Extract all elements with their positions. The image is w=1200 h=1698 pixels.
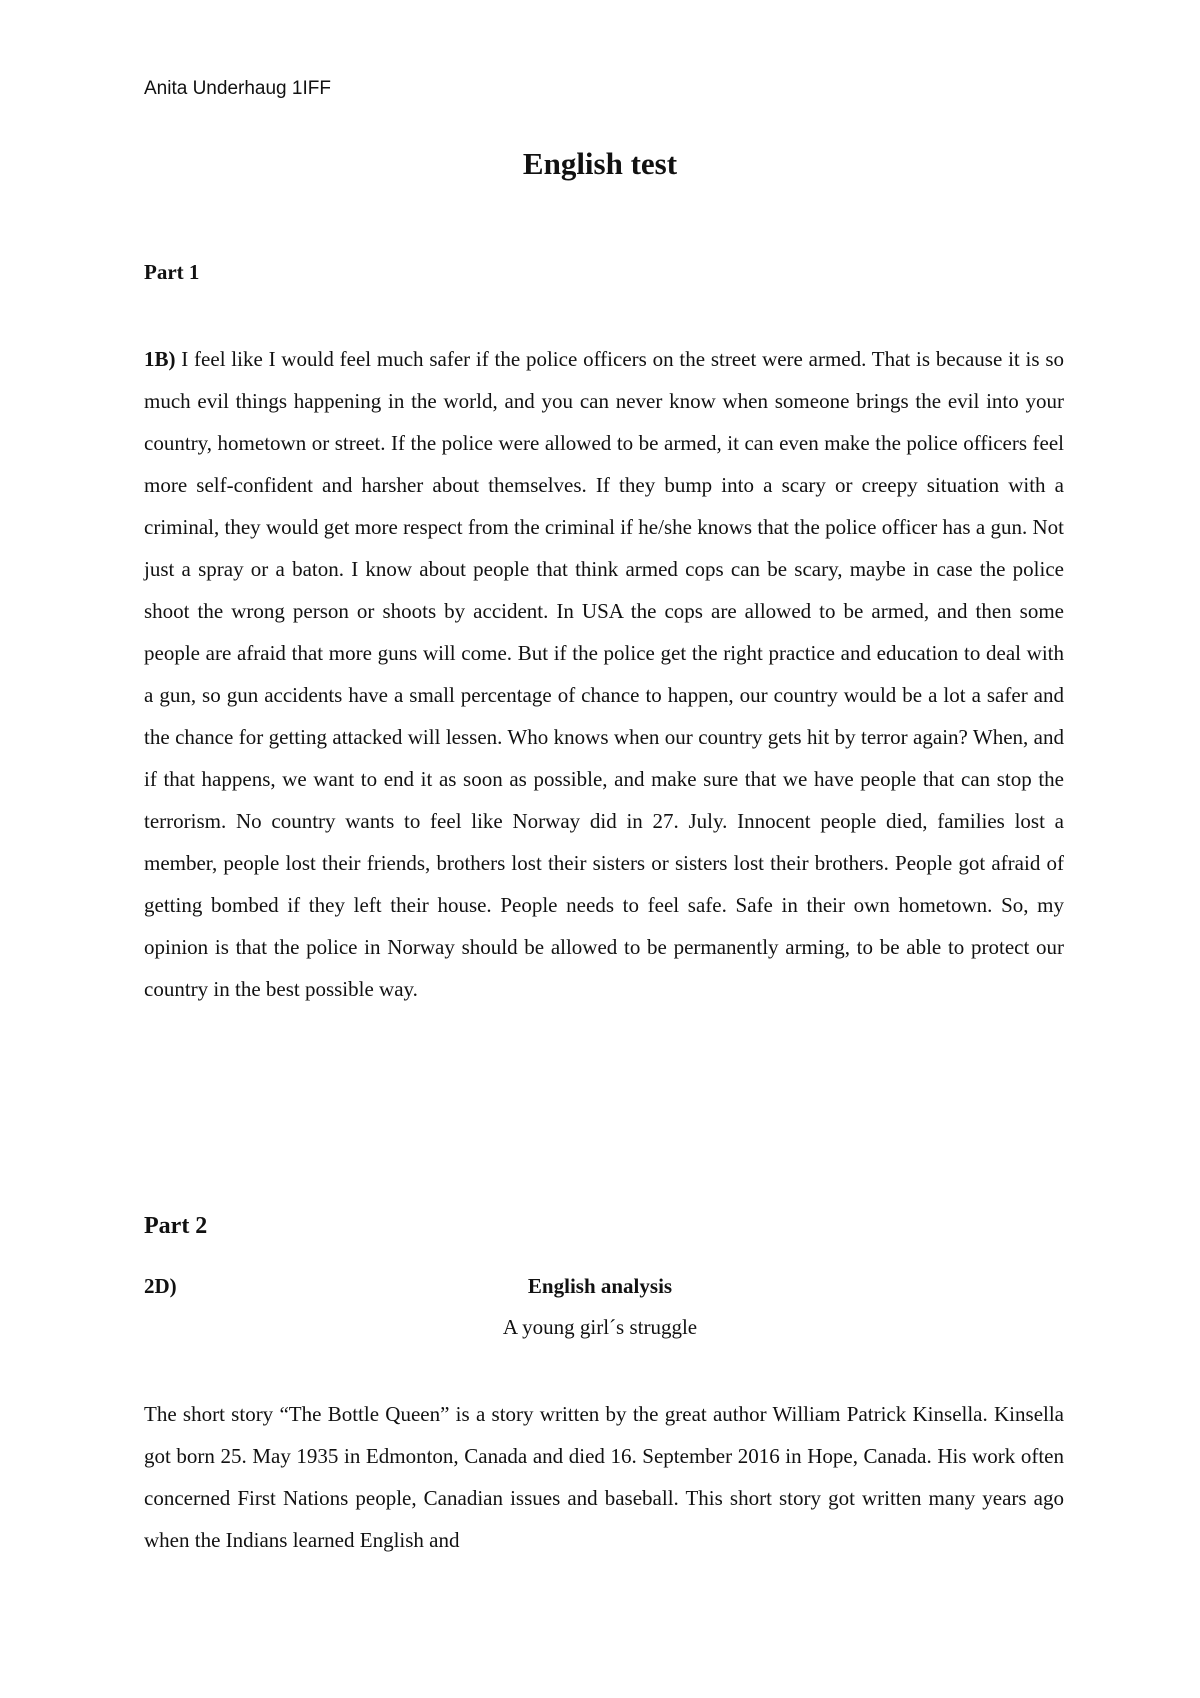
- answer-2d-label: 2D): [144, 1274, 177, 1298]
- document-title: English test: [522, 146, 678, 181]
- analysis-title: English analysis: [527, 1274, 673, 1298]
- answer-1b-text: I feel like I would feel much safer if the police officers on the street were armed. That is because it is so much evil things happening in the world, and you can never know when someone brings the evil into your country, hometown or street. If the police were allowed to be armed, it can even make the police officers feel more self-confident and harsher about themselves. If they bump into a scary or creepy situation with a criminal, they would get more respect from the criminal if he/she knows that the police officer has a gun. Not just a spray or a baton. I know about people that think armed cops can be scary, maybe in case the police shoot the wrong person or shoots by accident. In USA the cops are allowed to be armed, and then some people are afraid that more guns will come. But if the police get the right practice and education to deal with a gun, so gun accidents have a small percentage of chance to happen, our country would be a lot a safer and the chance for getting attacked will lessen. Who knows when our country gets hit by terror again? When, and if that happens, we want to end it as soon as possible, and make sure that we have people that can stop the terrorism. No country wants to feel like Norway did in 27. July. Innocent people died, families lost a member, people lost their friends, brothers lost their sisters or sisters lost their brothers. People got afraid of getting bombed if they left their house. People needs to feel safe. Safe in their own hometown. So, my opinion is that the police in Norway should be allowed to be permanently arming, to be able to protect our country in the best possible way.: [144, 347, 1064, 1001]
- analysis-paragraph: The short story “The Bottle Queen” is a story written by the great author William Patrick Kinsella. Kinsella got born 25. May 1935 in Edmonton, Canada and died 16. September 2016 in Hope, Canada. His work often concerned First Nations people, Canadian issues and baseball. This short story got written many years ago when the Indians learned English and: [144, 1402, 1064, 1552]
- part-2-heading: Part 2: [144, 1213, 208, 1239]
- analysis-subtitle: A young girl´s struggle: [502, 1315, 698, 1339]
- author-header: Anita Underhaug 1IFF: [144, 78, 331, 99]
- answer-1b-paragraph: [144, 338, 1064, 1010]
- part-1-heading: Part 1: [144, 260, 200, 284]
- answer-1b-label: 1B): [144, 347, 176, 371]
